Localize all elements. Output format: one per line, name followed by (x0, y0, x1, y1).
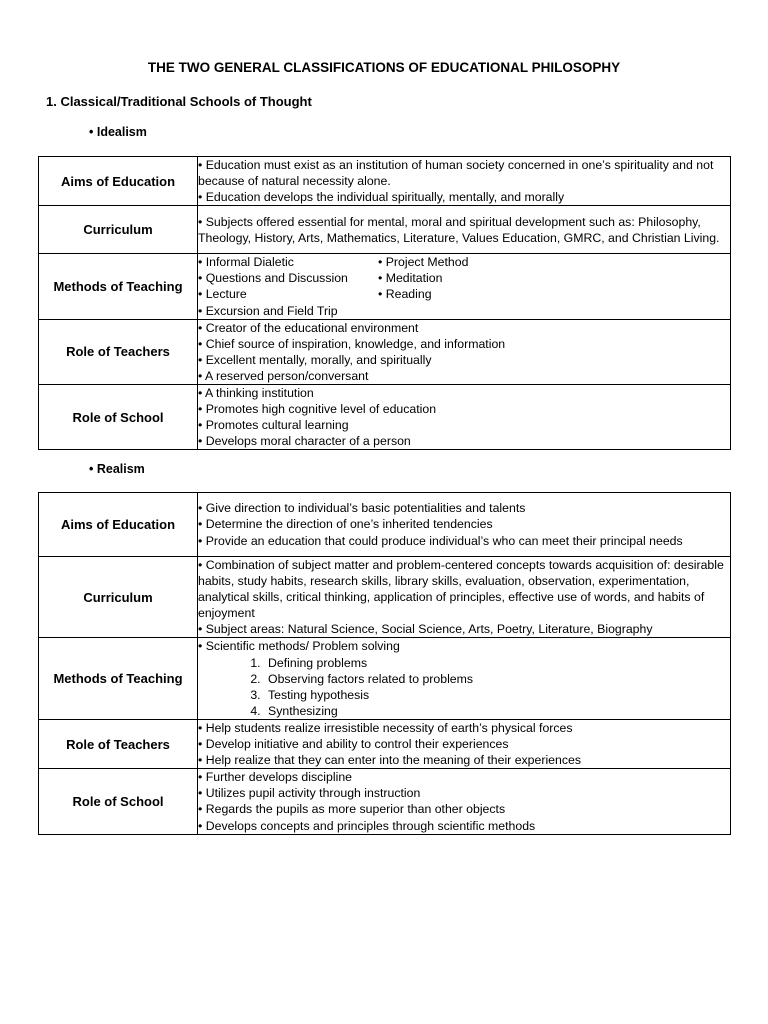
list-item: • Chief source of inspiration, knowledge, and information (198, 336, 506, 351)
row-content-methods (198, 638, 731, 719)
list-item: 2. Observing factors related to problems (264, 671, 730, 687)
row-label-curriculum: Curriculum (39, 206, 198, 254)
list-item: • Provide an education that could produce individual’s who can meet their principal needs (198, 533, 683, 548)
list-item: • Reading (378, 287, 432, 302)
row-label-teachers: Role of Teachers (39, 319, 198, 384)
table-row (39, 206, 731, 254)
method-steps-list (198, 655, 730, 719)
row-label-aims: Aims of Education (39, 493, 198, 557)
row-content-methods (198, 254, 731, 319)
idealism-table (38, 156, 731, 450)
row-content-aims (198, 493, 731, 557)
row-label-methods: Methods of Teaching (39, 638, 198, 719)
page-title: THE TWO GENERAL CLASSIFICATIONS OF EDUCATIONAL PHILOSOPHY (147, 60, 621, 75)
table-row (39, 319, 731, 384)
row-label-curriculum: Curriculum (39, 557, 198, 638)
list-item: 3. Testing hypothesis (264, 687, 730, 703)
list-item: • Informal Dialetic (198, 255, 294, 270)
list-item: • Promotes high cognitive level of education (198, 402, 437, 417)
table-row (39, 157, 731, 206)
list-item: • Determine the direction of one’s inherited tendencies (198, 517, 493, 532)
methods-left-column (198, 254, 378, 318)
list-item: • Project Method (378, 255, 469, 270)
row-content-curriculum (198, 206, 731, 254)
list-item: • Combination of subject matter and problem-centered concepts towards acquisition of: desirable habits, study habits, research skills, library skills, evaluation, observation, experimentation, analytical skills, critical thinking, application of principles, effective use of words, and habits of enjoyment (198, 558, 724, 621)
idealism-heading: • Idealism (89, 125, 147, 139)
methods-right-column (378, 254, 558, 318)
row-content-teachers (198, 719, 731, 768)
row-label-teachers: Role of Teachers (39, 719, 198, 768)
list-item: • A reserved person/conversant (198, 368, 369, 383)
list-item: • Develops concepts and principles through scientific methods (198, 818, 536, 833)
list-item: • Subject areas: Natural Science, Social Science, Arts, Poetry, Literature, Biography (198, 622, 653, 637)
section-heading: 1. Classical/Traditional Schools of Thought (46, 94, 312, 109)
row-label-school: Role of School (39, 385, 198, 450)
list-item: • Further develops discipline (198, 770, 352, 785)
table-row (39, 557, 731, 638)
table-row (39, 769, 731, 834)
list-item: 1. Defining problems (264, 655, 730, 671)
list-item: • Scientific methods/ Problem solving (198, 639, 400, 654)
list-item: • Lecture (198, 287, 247, 302)
table-row (39, 493, 731, 557)
row-content-teachers (198, 319, 731, 384)
row-content-aims (198, 157, 731, 206)
list-item: • Creator of the educational environment (198, 320, 419, 335)
row-content-school (198, 769, 731, 834)
list-item: • Excursion and Field Trip (198, 303, 338, 318)
list-item: • Subjects offered essential for mental, moral and spiritual development such as: Philosophy, Theology, History, Arts, Mathematics, Literature, Values Education, GMRC, and Christian Living. (198, 214, 720, 245)
list-item: • Help realize that they can enter into the meaning of their experiences (198, 753, 581, 768)
list-item: • Develops moral character of a person (198, 434, 411, 449)
row-label-school: Role of School (39, 769, 198, 834)
list-item: • Help students realize irresistible necessity of earth’s physical forces (198, 720, 573, 735)
row-label-methods: Methods of Teaching (39, 254, 198, 319)
realism-heading: • Realism (89, 462, 145, 476)
list-item: • A thinking institution (198, 386, 314, 401)
row-content-school (198, 385, 731, 450)
list-item: • Develop initiative and ability to control their experiences (198, 737, 509, 752)
list-item: • Meditation (378, 271, 443, 286)
row-content-curriculum (198, 557, 731, 638)
list-item: • Utilizes pupil activity through instruction (198, 786, 421, 801)
list-item: • Excellent mentally, morally, and spiritually (198, 352, 432, 367)
row-label-aims: Aims of Education (39, 157, 198, 206)
table-row (39, 638, 731, 719)
table-row (39, 719, 731, 768)
list-item: • Promotes cultural learning (198, 418, 349, 433)
list-item: • Questions and Discussion (198, 271, 348, 286)
list-item: 4. Synthesizing (264, 703, 730, 719)
realism-table (38, 492, 731, 835)
list-item: • Give direction to individual’s basic potentialities and talents (198, 501, 526, 516)
list-item: • Education develops the individual spiritually, mentally, and morally (198, 190, 565, 205)
table-row (39, 254, 731, 319)
list-item: • Regards the pupils as more superior than other objects (198, 802, 506, 817)
table-row (39, 385, 731, 450)
list-item: • Education must exist as an institution of human society concerned in one’s spirituality and not because of natural necessity alone. (198, 158, 714, 189)
